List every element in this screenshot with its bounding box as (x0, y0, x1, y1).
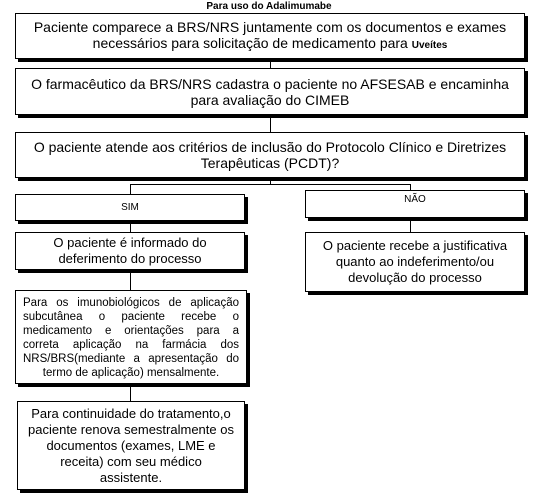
no-result-box: O paciente recebe a justificativa quanto ao indeferimento/ou devolução do processo (305, 232, 525, 292)
yes-result-box: O paciente é informado do deferimento do processo (15, 232, 245, 270)
diagram-title: Para uso do Adalimumabe (206, 1, 332, 12)
yes-continuation-box: Para continuidade do tratamento,o paciente renova semestralmente os documentos (exames, LME e receita) com seu médico assistente. (17, 401, 245, 490)
step-registration-box: O farmacêutico da BRS/NRS cadastra o paciente no AFSESAB e encaminha para avaliação do CIMEB (15, 68, 525, 115)
step-arrival-emphasis: Uveítes (411, 39, 448, 51)
connector-yes-result (130, 221, 131, 232)
yes-instructions-box: Para os imunobiológicos de aplicação subcutânea o paciente recebe o medicamento e orientações para a correta aplicação na farmácia dos NRS/BRS(mediante a apresentação do termo de aplicação) mensalmente. (15, 290, 247, 384)
no-label-box: NÃO (305, 190, 525, 218)
connector-yes-continuation (130, 384, 131, 401)
step-arrival-content (22, 19, 518, 54)
step-arrival-text: Paciente comparece a BRS/NRS juntamente com os documentos e exames necessários para solicitação de medicamento para (33, 18, 507, 51)
step-arrival-box (15, 13, 525, 59)
connector-2-3 (270, 115, 271, 132)
yes-label-box: SIM (15, 194, 245, 221)
connector-no-result (410, 218, 411, 232)
decision-pcdt-box: O paciente atende aos critérios de inclusão do Protocolo Clínico e Diretrizes Terapêuticas (PCDT)? (15, 132, 525, 178)
connector-branch-horizontal (130, 184, 411, 185)
connector-1-2 (270, 59, 271, 68)
connector-to-yes (130, 184, 131, 194)
connector-yes-instructions (130, 270, 131, 290)
